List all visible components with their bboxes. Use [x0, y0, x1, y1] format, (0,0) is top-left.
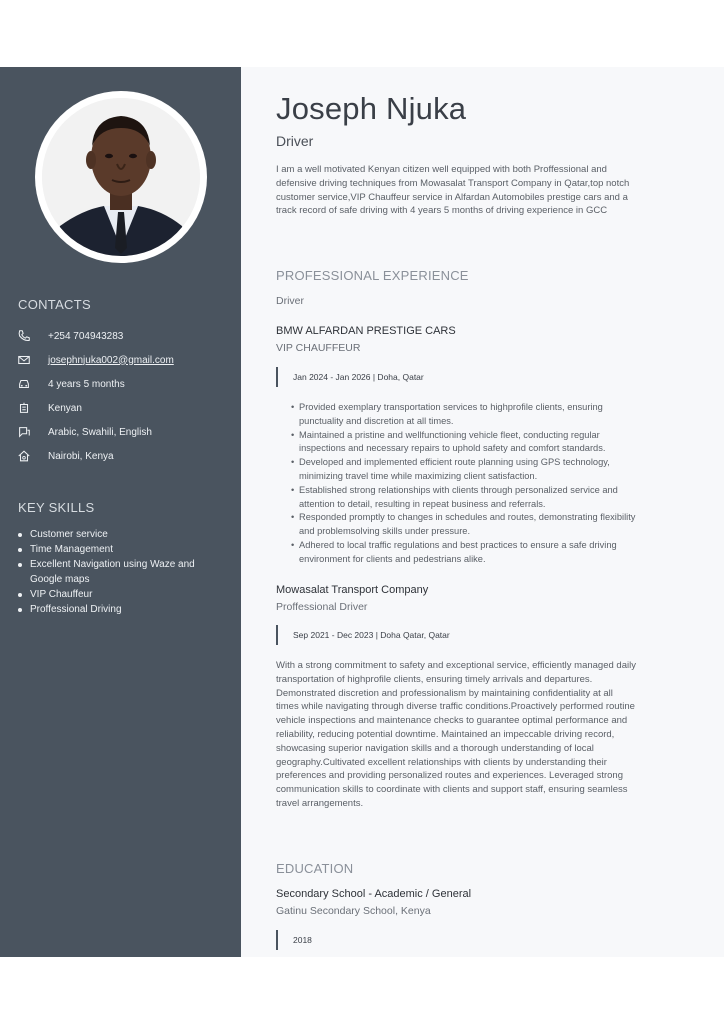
- skill-item: Time Management: [17, 542, 222, 557]
- job-bullet: • Provided exemplary transportation services to highprofile clients, ensuring punctuality and discretion at all times.: [291, 401, 636, 429]
- job-bullet: • Maintained a pristine and wellfunctioning vehicle fleet, conducting regular inspections and necessary repairs to uphold safety and comfort standards.: [291, 429, 636, 457]
- mail-icon: [16, 352, 32, 368]
- skill-item: VIP Chauffeur: [17, 587, 222, 602]
- candidate-name: Joseph Njuka: [276, 91, 467, 126]
- skill-item: Proffessional Driving: [17, 602, 222, 617]
- contact-experience-text: 4 years 5 months: [48, 378, 125, 390]
- skill-item: Excellent Navigation using Waze and Google maps: [17, 557, 222, 587]
- profile-summary: I am a well motivated Kenyan citizen well equipped with both Proffessional and defensive driving techniques from Mowasalat Transport Company in Qatar,top notch customer service,VIP Chauffeur service in Alfardan Automobiles prestige cars and a track record of safe driving with 4 years 5 months of driving experience in GCC: [276, 164, 630, 217]
- job-bullet: • Responded promptly to changes in schedules and routes, demonstrating flexibility and problemsolving skills under pressure.: [291, 511, 636, 539]
- contact-languages-text: Arabic, Swahili, English: [48, 426, 152, 438]
- contact-location: [16, 447, 231, 465]
- sidebar: [0, 67, 241, 957]
- contact-location-text: Nairobi, Kenya: [48, 450, 114, 462]
- contact-email-link[interactable]: josephnjuka002@gmail.com: [48, 354, 174, 366]
- profile-photo-frame: [35, 91, 207, 263]
- contact-languages: [16, 423, 231, 441]
- contact-experience: [16, 375, 231, 393]
- resume-page: [0, 67, 724, 957]
- job-bullet: • Adhered to local traffic regulations and best practices to ensure a safe driving environment for clients and pedestrians alike.: [291, 539, 636, 567]
- job-bullet: • Established strong relationships with clients through personalized service and attention to detail, resulting in repeat business and referrals.: [291, 484, 636, 512]
- skill-item: Customer service: [17, 527, 222, 542]
- job-bullets: [291, 401, 636, 567]
- experience-heading: PROFESSIONAL EXPERIENCE: [276, 268, 469, 283]
- job-role: VIP CHAUFFEUR: [276, 342, 361, 354]
- job-role: Proffessional Driver: [276, 601, 368, 613]
- experience-subtitle: Driver: [276, 295, 304, 307]
- education-degree: Secondary School - Academic / General: [276, 888, 472, 900]
- contact-phone[interactable]: [16, 327, 231, 345]
- language-icon: [16, 424, 32, 440]
- flag-icon: [16, 400, 32, 416]
- skills-heading: KEY SKILLS: [18, 500, 95, 515]
- phone-icon: [16, 328, 32, 344]
- education-year: 2018: [276, 930, 312, 950]
- contact-email[interactable]: [16, 351, 231, 369]
- contact-nationality-text: Kenyan: [48, 402, 82, 414]
- contact-phone-text: +254 704943283: [48, 330, 124, 342]
- job-bullet: • Developed and implemented efficient route planning using GPS technology, minimizing travel time while maximizing client satisfaction.: [291, 456, 636, 484]
- contacts-heading: CONTACTS: [18, 297, 91, 312]
- job-description: With a strong commitment to safety and exceptional service, efficiently managed daily transportation of highprofile clients, ensuring timely arrivals and departures. Demonstrated discretion and professionalism by maintaining confidentiality at all times while navigating through diverse traffic conditions.Proactively performed routine vehicle inspections and maintenance checks to guarantee optimal performance and reliability, reducing potential downtime. Maintained an impeccable driving record, showcasing superior navigation skills and a thorough understanding of local geography.Cultivated excellent relationships with clients by understanding their preferences and providing personalized routes and experiences. Leveraged strong communication skills to coordinate with clients and support staff, ensuring seamless travel arrangements.: [276, 660, 636, 809]
- home-icon: [16, 448, 32, 464]
- contact-nationality: [16, 399, 231, 417]
- car-icon: [16, 376, 32, 392]
- job-company: BMW ALFARDAN PRESTIGE CARS: [276, 325, 456, 337]
- education-school: Gatinu Secondary School, Kenya: [276, 905, 431, 917]
- skills-list: [17, 527, 222, 617]
- candidate-title: Driver: [276, 133, 314, 149]
- job-company: Mowasalat Transport Company: [276, 584, 429, 596]
- job-dates: Sep 2021 - Dec 2023 | Doha Qatar, Qatar: [276, 625, 450, 645]
- education-heading: EDUCATION: [276, 861, 354, 876]
- profile-photo: [42, 98, 200, 256]
- job-dates: Jan 2024 - Jan 2026 | Doha, Qatar: [276, 367, 424, 387]
